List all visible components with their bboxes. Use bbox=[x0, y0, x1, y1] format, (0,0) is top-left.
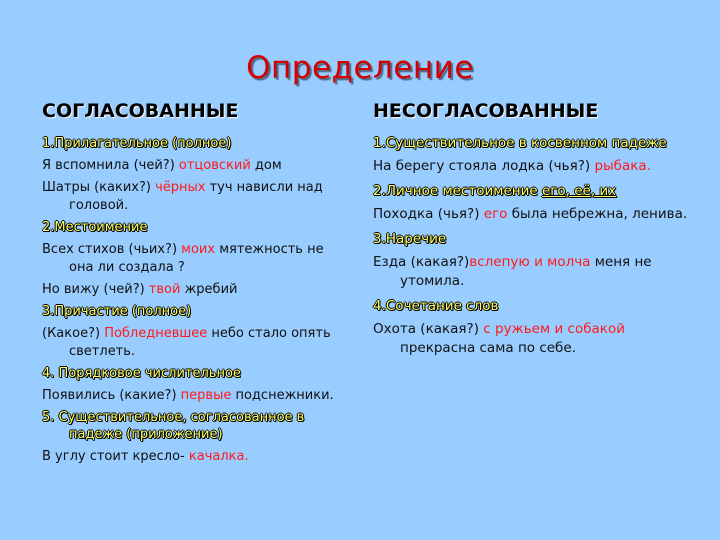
left-example-3 bbox=[42, 241, 352, 277]
right-heading-2 bbox=[373, 183, 693, 200]
example-text: В углу стоит кресло- bbox=[42, 449, 189, 464]
example-text: На берегу стояла лодка (чья?) bbox=[373, 158, 595, 174]
example-text: Охота (какая?) bbox=[373, 321, 484, 337]
example-text: Шатры (каких?) bbox=[42, 180, 156, 195]
example-text: жребий bbox=[180, 282, 238, 297]
right-example-3 bbox=[373, 253, 693, 291]
example-text: прекрасна сама по себе. bbox=[400, 340, 576, 356]
example-highlight: чёрных bbox=[155, 180, 206, 195]
left-example-7 bbox=[42, 448, 352, 466]
example-text: Но вижу (чей?) bbox=[42, 282, 149, 297]
heading-text: 2.Личное местоимение bbox=[373, 183, 542, 199]
right-heading-3: 3.Наречие bbox=[373, 231, 447, 247]
right-example-2 bbox=[373, 205, 693, 224]
example-highlight: его bbox=[483, 206, 508, 222]
left-example-1 bbox=[42, 157, 352, 175]
right-example-1 bbox=[373, 157, 693, 176]
left-heading-2: 2.Местоимение bbox=[42, 220, 148, 235]
example-highlight: моих bbox=[181, 242, 216, 257]
left-heading-1: 1.Прилагательное (полное) bbox=[42, 136, 232, 151]
example-text: Езда (какая?) bbox=[373, 254, 470, 270]
example-highlight: с ружьем и собакой bbox=[483, 321, 625, 337]
example-highlight: твой bbox=[148, 282, 181, 297]
example-text: подснежники. bbox=[231, 388, 334, 403]
example-text: дом bbox=[250, 158, 282, 173]
example-text: мятежность не она ли создала ? bbox=[69, 242, 324, 275]
example-highlight: вслепую и молча bbox=[469, 254, 591, 270]
right-column bbox=[373, 96, 693, 362]
example-highlight: отцовский bbox=[178, 158, 251, 173]
heading-underlined-text: его, её, их bbox=[541, 183, 617, 199]
right-column-header: НЕСОГЛАСОВАННЫЕ bbox=[373, 100, 599, 122]
left-heading-4: 4. Порядковое числительное bbox=[42, 366, 241, 381]
left-example-5 bbox=[42, 325, 352, 361]
left-column bbox=[42, 96, 352, 470]
example-text: Я вспомнила (чей?) bbox=[42, 158, 179, 173]
example-text: была небрежна, ленива. bbox=[507, 206, 688, 222]
example-text: (Какое?) bbox=[42, 326, 105, 341]
example-text: Появились (какие?) bbox=[42, 388, 181, 403]
right-example-4 bbox=[373, 320, 693, 358]
example-highlight: Побледневшее bbox=[104, 326, 208, 341]
right-heading-4: 4.Сочетание слов bbox=[373, 298, 499, 314]
example-highlight: рыбака. bbox=[594, 158, 651, 174]
example-text: Всех стихов (чьих?) bbox=[42, 242, 182, 257]
slide-title: Определение bbox=[246, 50, 474, 86]
right-heading-1: 1.Существительное в косвенном падеже bbox=[373, 135, 667, 151]
example-text: небо стало опять светлеть. bbox=[69, 326, 331, 359]
example-highlight: первые bbox=[180, 388, 232, 403]
left-example-6 bbox=[42, 387, 352, 405]
left-example-4 bbox=[42, 281, 352, 299]
left-heading-3: 3.Причастие (полное) bbox=[42, 304, 192, 319]
example-text: Походка (чья?) bbox=[373, 206, 484, 222]
example-text: меня не утомила. bbox=[400, 254, 652, 289]
left-heading-5: 5. Существительное, согласованное в падеже (приложение) bbox=[42, 410, 305, 442]
left-column-header: СОГЛАСОВАННЫЕ bbox=[42, 100, 239, 122]
example-text: туч нависли над головой. bbox=[69, 180, 323, 213]
left-example-2 bbox=[42, 179, 352, 215]
example-highlight: качалка. bbox=[188, 449, 249, 464]
